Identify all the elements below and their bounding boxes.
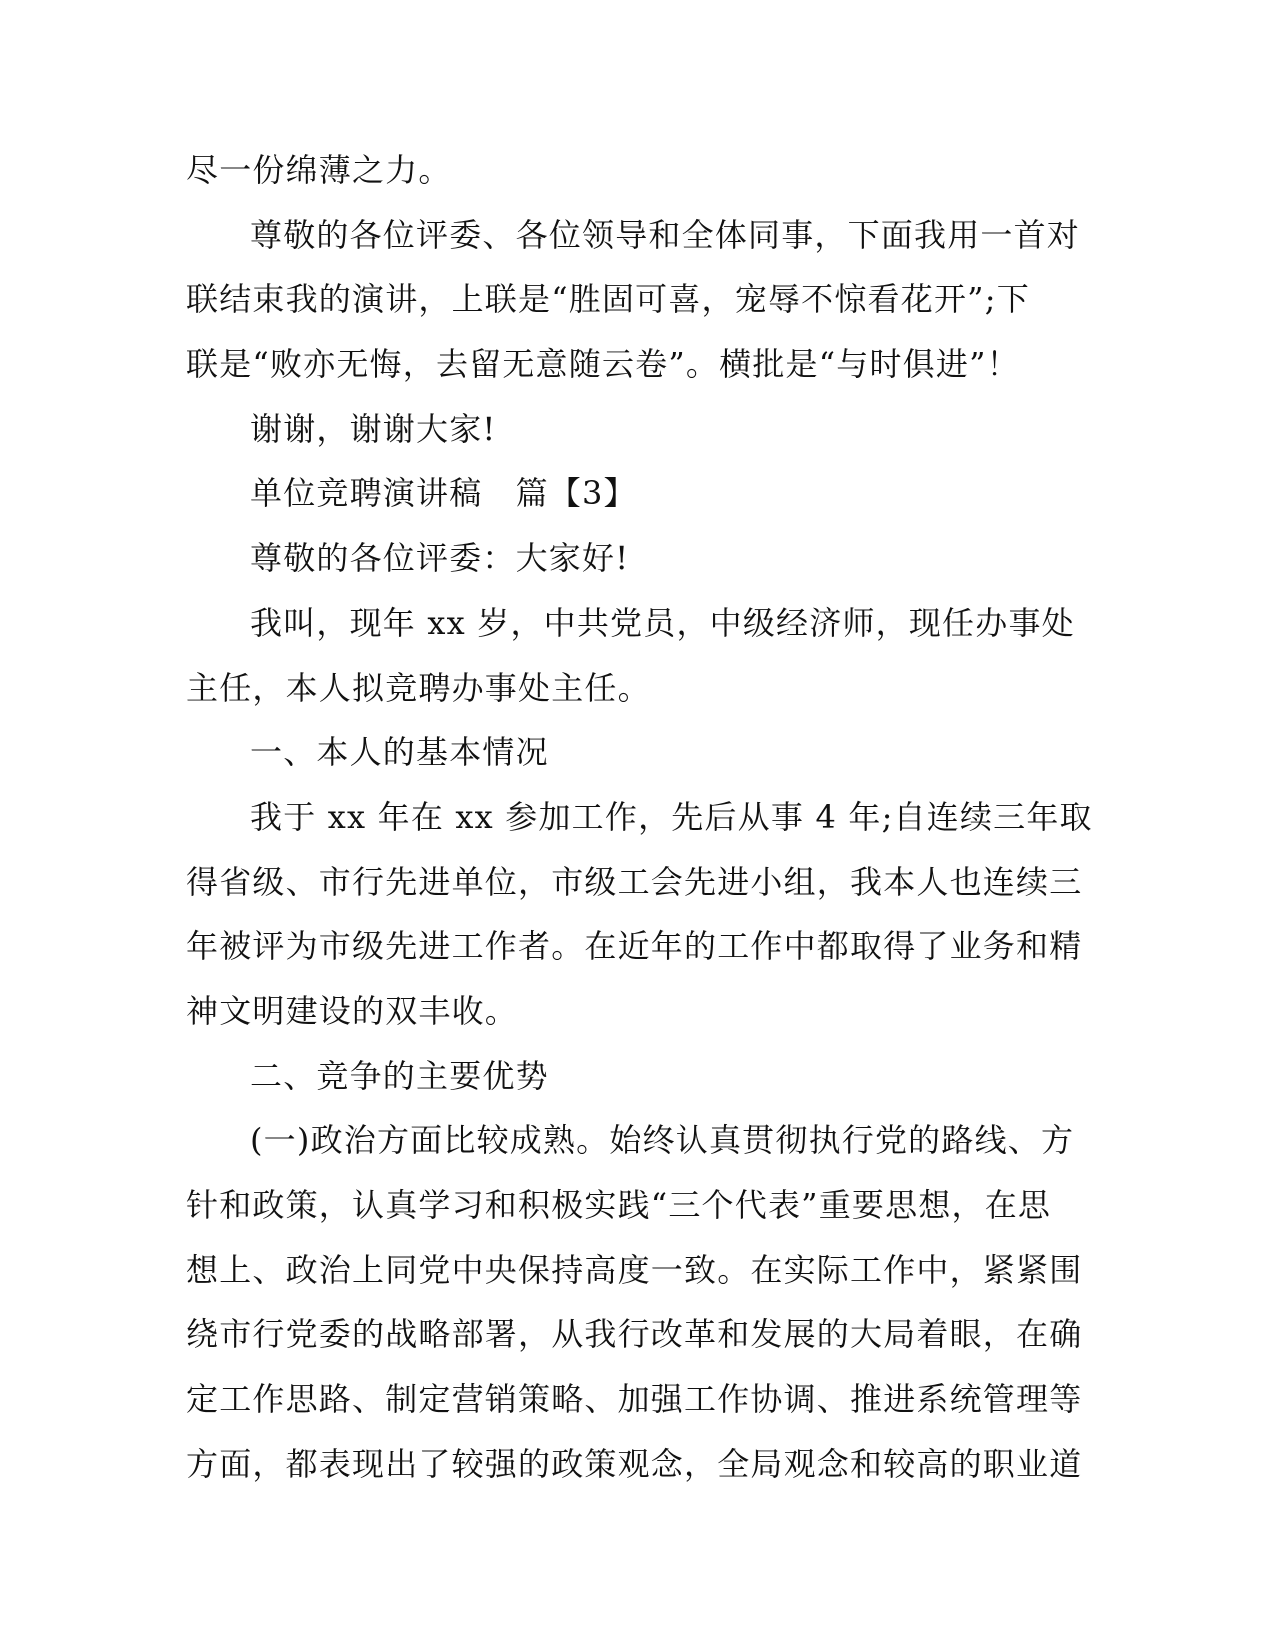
text-line: 我于 xx 年在 xx 参加工作，先后从事 4 年;自连续三年取 xyxy=(250,797,1093,836)
text-line: 针和政策，认真学习和积极实践“三个代表”重要思想，在思 xyxy=(186,1186,1052,1224)
text-line: 绕市行党委的战略部署，从我行改革和发展的大局着眼，在确 xyxy=(186,1315,1083,1354)
text-line: 谢谢，谢谢大家! xyxy=(250,409,497,448)
text-line: 年被评为市级先进工作者。在近年的工作中都取得了业务和精 xyxy=(186,927,1083,966)
text-line: 想上、政治上同党中央保持高度一致。在实际工作中，紧紧围 xyxy=(186,1250,1083,1289)
text-line: 定工作思路、制定营销策略、加强工作协调、推进系统管理等 xyxy=(186,1380,1083,1419)
text-line: 主任，本人拟竞聘办事处主任。 xyxy=(186,668,651,707)
text-line: 联是“败亦无悔，去留无意随云卷”。横批是“与时俱进”！ xyxy=(186,345,1020,384)
text-line: (一)政治方面比较成熟。始终认真贯彻执行党的路线、方 xyxy=(250,1121,1075,1160)
text-line: 神文明建设的双丰收。 xyxy=(186,991,519,1030)
text-line: 我叫，现年 xx 岁，中共党员，中级经济师，现任办事处 xyxy=(250,603,1075,642)
subsection-heading: 一、本人的基本情况 xyxy=(250,733,549,772)
text-line: 尊敬的各位评委、各位领导和全体同事，下面我用一首对 xyxy=(250,215,1081,254)
text-line: 得省级、市行先进单位，市级工会先进小组，我本人也连续三 xyxy=(186,862,1083,901)
text-line: 方面，都表现出了较强的政策观念，全局观念和较高的职业道 xyxy=(186,1444,1083,1483)
section-heading: 单位竞聘演讲稿 篇【3】 xyxy=(250,474,637,513)
text-line: 尽一份绵薄之力。 xyxy=(186,151,452,189)
subsection-heading: 二、竞争的主要优势 xyxy=(250,1056,549,1095)
text-line: 尊敬的各位评委：大家好! xyxy=(250,539,630,578)
text-line: 联结束我的演讲，上联是“胜固可喜，宠辱不惊看花开”;下 xyxy=(186,280,1030,319)
document-body xyxy=(186,138,1093,1496)
